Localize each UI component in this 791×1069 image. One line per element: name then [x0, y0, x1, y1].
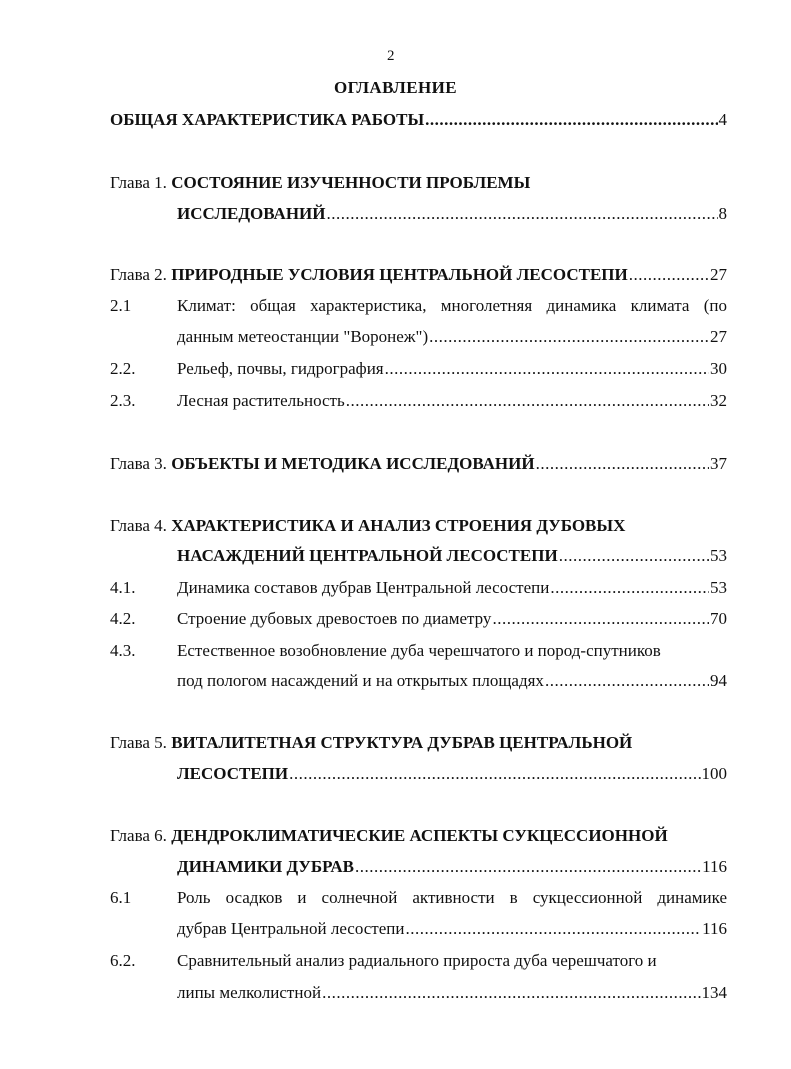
toc-section-4-2[interactable]	[177, 609, 727, 629]
toc-entry-page: 32	[710, 391, 727, 410]
section-title-line2: липы мелколистной	[177, 983, 322, 1002]
toc-entry-page: 4	[718, 110, 727, 129]
chapter-label: Глава 5.	[110, 733, 167, 752]
section-number: 6.2.	[110, 951, 136, 970]
toc-entry-page: 134	[701, 983, 727, 1002]
toc-section-6-2-line1[interactable]: Сравнительный анализ радиального прироста дуба черешчатого и	[177, 951, 657, 970]
section-number: 2.2.	[110, 359, 136, 378]
section-title-line2: дубрав Центральной лесостепи	[177, 919, 405, 938]
toc-entry-page: 27	[710, 327, 727, 346]
chapter-label: Глава 4.	[110, 516, 167, 535]
section-title-line2: данным метеостанции "Воронеж")	[177, 327, 429, 346]
toc-entry-title: ОБЩАЯ ХАРАКТЕРИСТИКА РАБОТЫ	[110, 110, 425, 129]
dot-leader	[425, 110, 717, 130]
toc-section-4-3-line1[interactable]: Естественное возобновление дуба черешчатого и пород-спутников	[177, 641, 661, 660]
toc-section-4-3-line2[interactable]	[177, 671, 727, 691]
toc-heading: ОГЛАВЛЕНИЕ	[334, 78, 457, 97]
chapter-label: Глава 3.	[110, 454, 167, 473]
section-number: 2.1	[110, 296, 132, 315]
toc-entry-intro[interactable]	[110, 110, 727, 130]
chapter-title-line1: ОБЪЕКТЫ И МЕТОДИКА ИССЛЕДОВАНИЙ	[171, 454, 535, 473]
toc-entry-page: 53	[710, 546, 727, 565]
toc-entry-page: 8	[718, 204, 727, 223]
toc-chapter-6[interactable]	[110, 826, 668, 846]
toc-section-4-1[interactable]	[177, 578, 727, 598]
section-title: Рельеф, почвы, гидрография	[177, 359, 384, 378]
toc-chapter-4-line2[interactable]	[177, 546, 727, 566]
page-number: 2	[387, 48, 395, 64]
section-number: 4.1.	[110, 578, 136, 597]
chapter-title-line1: ХАРАКТЕРИСТИКА И АНАЛИЗ СТРОЕНИЯ ДУБОВЫХ	[171, 516, 626, 535]
toc-section-6-1-line1[interactable]: Роль осадков и солнечной активности в сукцессионной динамике	[177, 888, 727, 907]
toc-entry-page: 94	[710, 671, 727, 690]
toc-section-2-2[interactable]	[177, 359, 727, 379]
dot-leader	[385, 359, 709, 379]
dot-leader	[322, 983, 700, 1003]
section-title-line2: под пологом насаждений и на открытых площадях	[177, 671, 544, 690]
dot-leader	[536, 454, 709, 474]
chapter-title-line1: ПРИРОДНЫЕ УСЛОВИЯ ЦЕНТРАЛЬНОЙ ЛЕСОСТЕПИ	[171, 265, 628, 284]
section-number: 2.3.	[110, 391, 136, 410]
toc-entry-page: 116	[702, 857, 727, 876]
toc-chapter-5[interactable]	[110, 733, 632, 753]
dot-leader	[327, 204, 718, 224]
chapter-title-line1: СОСТОЯНИЕ ИЗУЧЕННОСТИ ПРОБЛЕМЫ	[171, 173, 531, 192]
dot-leader	[492, 609, 709, 629]
chapter-title-line2: ДИНАМИКИ ДУБРАВ	[177, 857, 354, 876]
chapter-title-line1: ДЕНДРОКЛИМАТИЧЕСКИЕ АСПЕКТЫ СУКЦЕССИОННОЙ	[171, 826, 668, 845]
section-title: Лесная растительность	[177, 391, 345, 410]
chapter-label: Глава 1.	[110, 173, 167, 192]
dot-leader	[405, 919, 701, 939]
toc-section-6-2-line2[interactable]	[177, 983, 727, 1003]
toc-entry-page: 116	[702, 919, 727, 938]
toc-section-6-1-line2[interactable]	[177, 919, 727, 939]
toc-entry-page: 100	[701, 764, 727, 783]
dot-leader	[559, 546, 709, 566]
chapter-title-line2: ИССЛЕДОВАНИЙ	[177, 204, 326, 223]
toc-section-2-3[interactable]	[177, 391, 727, 411]
dot-leader	[346, 391, 709, 411]
toc-section-2-1-line2[interactable]	[177, 327, 727, 347]
chapter-title-line2: НАСАЖДЕНИЙ ЦЕНТРАЛЬНОЙ ЛЕСОСТЕПИ	[177, 546, 558, 565]
toc-entry-page: 37	[710, 454, 727, 473]
toc-entry-page: 27	[710, 265, 727, 284]
section-number: 4.2.	[110, 609, 136, 628]
section-title: Динамика составов дубрав Центральной лесостепи	[177, 578, 550, 597]
section-title: Строение дубовых древостоев по диаметру	[177, 609, 492, 628]
toc-section-2-1-line1[interactable]: Климат: общая характеристика, многолетняя динамика климата (по	[177, 296, 727, 315]
dot-leader	[550, 578, 709, 598]
dot-leader	[545, 671, 709, 691]
section-number: 6.1	[110, 888, 132, 907]
chapter-label: Глава 6.	[110, 826, 167, 845]
toc-entry-page: 30	[710, 359, 727, 378]
toc-chapter-2[interactable]	[110, 265, 727, 285]
toc-entry-page: 53	[710, 578, 727, 597]
dot-leader	[355, 857, 701, 877]
chapter-title-line2: ЛЕСОСТЕПИ	[177, 764, 289, 783]
chapter-label: Глава 2.	[110, 265, 167, 284]
dot-leader	[629, 265, 709, 285]
toc-chapter-1[interactable]	[110, 173, 530, 193]
toc-chapter-4[interactable]	[110, 516, 625, 536]
toc-chapter-5-line2[interactable]	[177, 764, 727, 784]
toc-entry-page: 70	[710, 609, 727, 628]
toc-chapter-3[interactable]	[110, 454, 727, 474]
section-number: 4.3.	[110, 641, 136, 660]
toc-chapter-1-line2[interactable]	[177, 204, 727, 224]
toc-chapter-6-line2[interactable]	[177, 857, 727, 877]
dot-leader	[289, 764, 700, 784]
chapter-title-line1: ВИТАЛИТЕТНАЯ СТРУКТУРА ДУБРАВ ЦЕНТРАЛЬНОЙ	[171, 733, 633, 752]
dot-leader	[429, 327, 709, 347]
